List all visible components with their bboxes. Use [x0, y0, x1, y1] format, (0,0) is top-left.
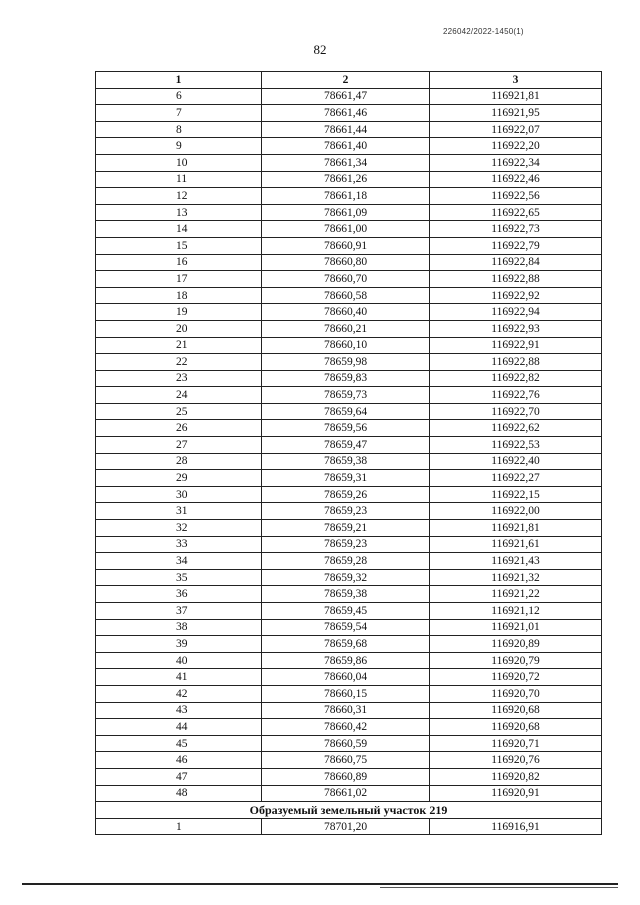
- x-coordinate-cell: 78659,98: [262, 354, 430, 371]
- x-coordinate-cell: 78661,44: [262, 121, 430, 138]
- table-row: [96, 818, 602, 835]
- y-coordinate-cell: 116922,62: [430, 420, 602, 437]
- y-coordinate-cell: 116922,34: [430, 154, 602, 171]
- point-number-cell: 47: [96, 768, 262, 785]
- point-number-cell: 43: [96, 702, 262, 719]
- table-row: [96, 254, 602, 271]
- point-number-cell: 44: [96, 719, 262, 736]
- y-coordinate-cell: 116921,81: [430, 88, 602, 105]
- column-header-y: 3: [430, 72, 602, 89]
- y-coordinate-cell: 116922,93: [430, 320, 602, 337]
- point-number-cell: 46: [96, 752, 262, 769]
- point-number-cell: 21: [96, 337, 262, 354]
- y-coordinate-cell: 116922,73: [430, 221, 602, 238]
- point-number-cell: 28: [96, 453, 262, 470]
- point-number-cell: 26: [96, 420, 262, 437]
- point-number-cell: 17: [96, 271, 262, 288]
- table-row: [96, 138, 602, 155]
- point-number-cell: 16: [96, 254, 262, 271]
- point-number-cell: 11: [96, 171, 262, 188]
- x-coordinate-cell: 78661,40: [262, 138, 430, 155]
- y-coordinate-cell: 116920,91: [430, 785, 602, 802]
- table-row: [96, 420, 602, 437]
- table-row: [96, 337, 602, 354]
- page-number: 82: [313, 42, 327, 57]
- y-coordinate-cell: 116922,88: [430, 354, 602, 371]
- x-coordinate-cell: 78659,38: [262, 453, 430, 470]
- table-row: [96, 287, 602, 304]
- y-coordinate-cell: 116920,72: [430, 669, 602, 686]
- y-coordinate-cell: 116921,43: [430, 553, 602, 570]
- point-number-cell: 19: [96, 304, 262, 321]
- y-coordinate-cell: 116922,00: [430, 503, 602, 520]
- table-row: [96, 304, 602, 321]
- table-row: [96, 685, 602, 702]
- y-coordinate-cell: 116922,79: [430, 237, 602, 254]
- table-row: [96, 503, 602, 520]
- x-coordinate-cell: 78661,34: [262, 154, 430, 171]
- x-coordinate-cell: 78660,80: [262, 254, 430, 271]
- x-coordinate-cell: 78661,09: [262, 204, 430, 221]
- section-row: [96, 802, 602, 819]
- x-coordinate-cell: 78661,26: [262, 171, 430, 188]
- table-row: [96, 403, 602, 420]
- point-number-cell: 29: [96, 470, 262, 487]
- x-coordinate-cell: 78659,73: [262, 387, 430, 404]
- x-coordinate-cell: 78659,28: [262, 553, 430, 570]
- table-row: [96, 221, 602, 238]
- y-coordinate-cell: 116922,46: [430, 171, 602, 188]
- table-row: [96, 520, 602, 537]
- y-coordinate-cell: 116921,95: [430, 105, 602, 122]
- point-number-cell: 9: [96, 138, 262, 155]
- section-title: Образуемый земельный участок 219: [96, 802, 602, 819]
- x-coordinate-cell: 78659,68: [262, 636, 430, 653]
- point-number-cell: 27: [96, 437, 262, 454]
- y-coordinate-cell: 116921,01: [430, 619, 602, 636]
- y-coordinate-cell: 116920,79: [430, 652, 602, 669]
- x-coordinate-cell: 78659,32: [262, 569, 430, 586]
- table-row: [96, 553, 602, 570]
- table-row: [96, 271, 602, 288]
- point-number-cell: 15: [96, 237, 262, 254]
- x-coordinate-cell: 78660,10: [262, 337, 430, 354]
- table-row: [96, 204, 602, 221]
- point-number-cell: 33: [96, 536, 262, 553]
- table-row: [96, 437, 602, 454]
- x-coordinate-cell: 78659,45: [262, 603, 430, 620]
- x-coordinate-cell: 78659,21: [262, 520, 430, 537]
- x-coordinate-cell: 78659,86: [262, 652, 430, 669]
- table-row: [96, 735, 602, 752]
- point-number-cell: 38: [96, 619, 262, 636]
- table-row: [96, 486, 602, 503]
- y-coordinate-cell: 116916,91: [430, 818, 602, 835]
- document-id: 226042/2022-1450(1): [443, 27, 524, 36]
- table-row: [96, 652, 602, 669]
- x-coordinate-cell: 78701,20: [262, 818, 430, 835]
- point-number-cell: 7: [96, 105, 262, 122]
- point-number-cell: 35: [96, 569, 262, 586]
- y-coordinate-cell: 116922,70: [430, 403, 602, 420]
- table-row: [96, 619, 602, 636]
- y-coordinate-cell: 116921,22: [430, 586, 602, 603]
- y-coordinate-cell: 116922,15: [430, 486, 602, 503]
- x-coordinate-cell: 78660,89: [262, 768, 430, 785]
- x-coordinate-cell: 78659,31: [262, 470, 430, 487]
- point-number-cell: 37: [96, 603, 262, 620]
- y-coordinate-cell: 116921,81: [430, 520, 602, 537]
- table-row: [96, 387, 602, 404]
- table-row: [96, 370, 602, 387]
- x-coordinate-cell: 78660,59: [262, 735, 430, 752]
- table-header-row: [96, 72, 602, 89]
- point-number-cell: 45: [96, 735, 262, 752]
- table-row: [96, 171, 602, 188]
- point-number-cell: 8: [96, 121, 262, 138]
- x-coordinate-cell: 78660,91: [262, 237, 430, 254]
- x-coordinate-cell: 78661,02: [262, 785, 430, 802]
- x-coordinate-cell: 78661,18: [262, 188, 430, 205]
- point-number-cell: 40: [96, 652, 262, 669]
- point-number-cell: 30: [96, 486, 262, 503]
- y-coordinate-cell: 116920,76: [430, 752, 602, 769]
- y-coordinate-cell: 116922,92: [430, 287, 602, 304]
- x-coordinate-cell: 78660,21: [262, 320, 430, 337]
- y-coordinate-cell: 116921,61: [430, 536, 602, 553]
- point-number-cell: 14: [96, 221, 262, 238]
- point-number-cell: 48: [96, 785, 262, 802]
- table-row: [96, 768, 602, 785]
- x-coordinate-cell: 78659,23: [262, 536, 430, 553]
- point-number-cell: 34: [96, 553, 262, 570]
- point-number-cell: 32: [96, 520, 262, 537]
- y-coordinate-cell: 116922,91: [430, 337, 602, 354]
- point-number-cell: 36: [96, 586, 262, 603]
- y-coordinate-cell: 116922,27: [430, 470, 602, 487]
- x-coordinate-cell: 78661,46: [262, 105, 430, 122]
- bottom-rule: [22, 883, 618, 885]
- y-coordinate-cell: 116920,82: [430, 768, 602, 785]
- column-header-x: 2: [262, 72, 430, 89]
- point-number-cell: 41: [96, 669, 262, 686]
- point-number-cell: 10: [96, 154, 262, 171]
- x-coordinate-cell: 78660,40: [262, 304, 430, 321]
- y-coordinate-cell: 116922,76: [430, 387, 602, 404]
- x-coordinate-cell: 78659,38: [262, 586, 430, 603]
- table-row: [96, 453, 602, 470]
- table-row: [96, 636, 602, 653]
- y-coordinate-cell: 116922,07: [430, 121, 602, 138]
- table-row: [96, 702, 602, 719]
- x-coordinate-cell: 78660,75: [262, 752, 430, 769]
- point-number-cell: 22: [96, 354, 262, 371]
- x-coordinate-cell: 78661,47: [262, 88, 430, 105]
- table-row: [96, 237, 602, 254]
- y-coordinate-cell: 116920,89: [430, 636, 602, 653]
- x-coordinate-cell: 78659,26: [262, 486, 430, 503]
- table-row: [96, 752, 602, 769]
- x-coordinate-cell: 78659,56: [262, 420, 430, 437]
- x-coordinate-cell: 78660,04: [262, 669, 430, 686]
- x-coordinate-cell: 78659,23: [262, 503, 430, 520]
- table-row: [96, 669, 602, 686]
- x-coordinate-cell: 78660,31: [262, 702, 430, 719]
- y-coordinate-cell: 116920,68: [430, 719, 602, 736]
- x-coordinate-cell: 78660,42: [262, 719, 430, 736]
- bottom-rule-secondary: [380, 887, 618, 888]
- x-coordinate-cell: 78659,47: [262, 437, 430, 454]
- table-row: [96, 320, 602, 337]
- y-coordinate-cell: 116922,20: [430, 138, 602, 155]
- point-number-cell: 13: [96, 204, 262, 221]
- point-number-cell: 20: [96, 320, 262, 337]
- table-row: [96, 603, 602, 620]
- table-row: [96, 154, 602, 171]
- point-number-cell: 23: [96, 370, 262, 387]
- point-number-cell: 24: [96, 387, 262, 404]
- y-coordinate-cell: 116922,88: [430, 271, 602, 288]
- point-number-cell: 18: [96, 287, 262, 304]
- x-coordinate-cell: 78660,58: [262, 287, 430, 304]
- table-row: [96, 354, 602, 371]
- table-row: [96, 719, 602, 736]
- coordinates-table: [95, 71, 602, 835]
- point-number-cell: 25: [96, 403, 262, 420]
- x-coordinate-cell: 78659,64: [262, 403, 430, 420]
- y-coordinate-cell: 116920,70: [430, 685, 602, 702]
- x-coordinate-cell: 78660,15: [262, 685, 430, 702]
- y-coordinate-cell: 116920,71: [430, 735, 602, 752]
- y-coordinate-cell: 116922,65: [430, 204, 602, 221]
- y-coordinate-cell: 116922,82: [430, 370, 602, 387]
- point-number-cell: 6: [96, 88, 262, 105]
- y-coordinate-cell: 116921,12: [430, 603, 602, 620]
- x-coordinate-cell: 78661,00: [262, 221, 430, 238]
- table-row: [96, 188, 602, 205]
- point-number-cell: 1: [96, 818, 262, 835]
- table-row: [96, 470, 602, 487]
- x-coordinate-cell: 78660,70: [262, 271, 430, 288]
- y-coordinate-cell: 116922,84: [430, 254, 602, 271]
- y-coordinate-cell: 116922,94: [430, 304, 602, 321]
- table-row: [96, 536, 602, 553]
- table-row: [96, 121, 602, 138]
- x-coordinate-cell: 78659,54: [262, 619, 430, 636]
- point-number-cell: 39: [96, 636, 262, 653]
- y-coordinate-cell: 116920,68: [430, 702, 602, 719]
- column-header-point: 1: [96, 72, 262, 89]
- y-coordinate-cell: 116922,56: [430, 188, 602, 205]
- y-coordinate-cell: 116922,53: [430, 437, 602, 454]
- table-row: [96, 88, 602, 105]
- y-coordinate-cell: 116921,32: [430, 569, 602, 586]
- point-number-cell: 42: [96, 685, 262, 702]
- y-coordinate-cell: 116922,40: [430, 453, 602, 470]
- table-row: [96, 586, 602, 603]
- point-number-cell: 31: [96, 503, 262, 520]
- table-row: [96, 105, 602, 122]
- x-coordinate-cell: 78659,83: [262, 370, 430, 387]
- table-row: [96, 569, 602, 586]
- point-number-cell: 12: [96, 188, 262, 205]
- table-row: [96, 785, 602, 802]
